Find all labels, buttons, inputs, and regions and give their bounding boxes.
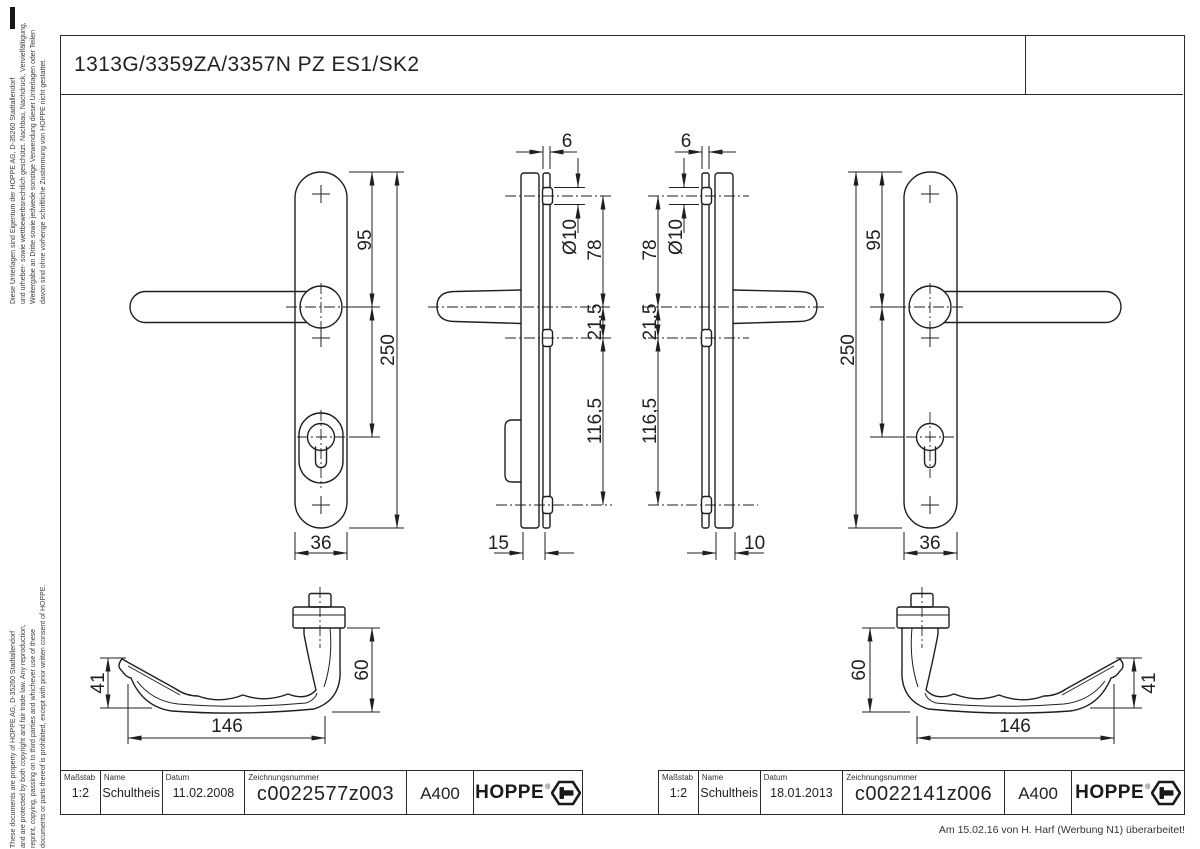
date-value: 18.01.2013	[770, 786, 833, 800]
dim-label: 146	[999, 716, 1031, 737]
view-side-left	[428, 131, 612, 560]
dim-label: Ø10	[560, 219, 581, 255]
view-handle-right	[849, 587, 1160, 744]
hoppe-hexagon-icon	[551, 780, 581, 806]
format-code-cell	[407, 771, 475, 814]
hoppe-brand-text: HOPPE	[1075, 781, 1145, 803]
drawing-number-value: c0022141z006	[854, 783, 993, 805]
legal-de-line: davon sind ohne vorherige schriftliche Zustimmung von HOPPE nicht gestattet.	[40, 58, 48, 304]
date-cell	[761, 771, 844, 814]
format-code-value: A400	[1018, 784, 1058, 803]
hoppe-brand-text: HOPPE	[475, 781, 545, 803]
dim-label: 95	[864, 229, 885, 251]
drawing-number-cell	[843, 771, 1004, 814]
dim-label: 250	[838, 334, 859, 366]
dim-label: 60	[849, 659, 870, 681]
dim-label: 6	[561, 131, 573, 152]
title-block-right	[658, 770, 1185, 815]
drawing-number-cell	[245, 771, 406, 814]
brand-cell	[1072, 771, 1184, 814]
registered-mark: ®	[545, 784, 551, 791]
legal-de-line: Weitergabe an Dritte sowie jedwede sonstige Verwendung dieser Unterlagen oder Teilen	[30, 29, 38, 304]
view-handle-left	[88, 587, 380, 744]
scale-cell	[659, 771, 699, 814]
dim-label: 10	[744, 533, 766, 554]
drawing-number-value: c0022577z003	[256, 783, 395, 805]
format-code-value: A400	[420, 784, 460, 803]
format-code-cell	[1005, 771, 1073, 814]
dim-label: 95	[355, 229, 376, 251]
legal-en-line: reprint, copying, passing on to third parties and whichever use of these	[30, 628, 38, 848]
dim-label: 15	[487, 533, 509, 554]
dim-label: 6	[680, 131, 692, 152]
date-label: Datum	[165, 773, 190, 782]
dim-label: 116,5	[585, 397, 606, 445]
drawing-number-label: Zeichnungsnummer	[846, 773, 917, 782]
legal-en-line: documents or parts thereof is prohibited, except with prior written consent of HOPPE.	[40, 584, 48, 848]
legal-en-line: These documents are property of HOPPE AG, D-35260 Stadtallendorf	[10, 630, 17, 848]
scale-cell	[61, 771, 101, 814]
name-value: Schultheis	[700, 786, 759, 800]
dim-label: 21,5	[640, 303, 661, 341]
legal-de-line: Diese Unterlagen sind Eigentum der HOPPE AG, D-35260 Stadtallendorf	[10, 77, 17, 304]
scale-value: 1:2	[71, 786, 90, 800]
scale-value: 1:2	[669, 786, 688, 800]
name-cell	[699, 771, 761, 814]
dim-label: 60	[352, 659, 373, 681]
dim-label: 250	[378, 334, 399, 366]
legal-de-line: und urheber- sowie wettbewerbsrechtlich geschützt. Nachbau, Nachdruck, Vervielfältigung,	[20, 22, 28, 304]
name-cell	[101, 771, 163, 814]
date-value: 11.02.2008	[172, 786, 235, 800]
view-plate-front-left	[130, 172, 404, 560]
hoppe-hexagon-icon	[1151, 780, 1181, 806]
dim-label: 146	[211, 716, 243, 737]
scale-label: Maßstab	[662, 773, 694, 782]
dim-label: 78	[585, 239, 606, 261]
name-value: Schultheis	[102, 786, 161, 800]
date-cell	[163, 771, 246, 814]
scale-label: Maßstab	[64, 773, 96, 782]
title-block-left	[60, 770, 583, 815]
dim-label: 41	[88, 672, 109, 694]
view-side-right	[640, 131, 824, 560]
dim-label: 36	[919, 533, 941, 554]
page-title: 1313G/3359ZA/3357N PZ ES1/SK2	[74, 53, 420, 76]
drawing-number-label: Zeichnungsnummer	[248, 773, 319, 782]
registered-mark: ®	[1145, 784, 1151, 791]
dim-label: 78	[640, 239, 661, 261]
date-label: Datum	[763, 773, 788, 782]
dim-label: 41	[1139, 672, 1160, 694]
name-label: Name	[701, 773, 724, 782]
dim-label: 116,5	[640, 397, 661, 445]
legal-en-line: and are protected by both copyright and fair trade law. Any reproduction,	[20, 624, 28, 848]
name-label: Name	[103, 773, 126, 782]
dim-label: 21,5	[585, 303, 606, 341]
brand-cell	[474, 771, 582, 814]
view-plate-front-right	[838, 172, 1121, 560]
dim-label: Ø10	[666, 219, 687, 255]
revision-note: Am 15.02.16 von H. Harf (Werbung N1) überarbeitet!	[938, 824, 1185, 836]
dim-label: 36	[310, 533, 332, 554]
